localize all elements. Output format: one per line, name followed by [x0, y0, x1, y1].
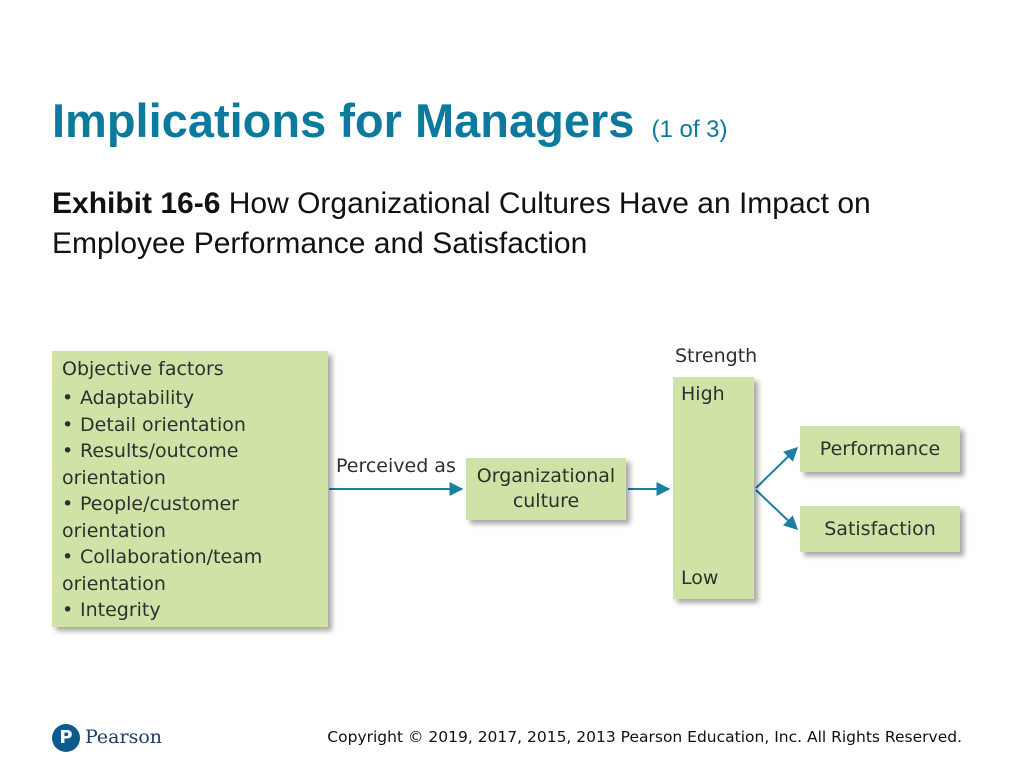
pearson-logo-icon: P	[52, 724, 80, 752]
objective-factors-heading: Objective factors	[62, 358, 224, 380]
performance-label: Performance	[819, 437, 941, 460]
objective-factors-list	[62, 385, 262, 624]
slide-title	[52, 92, 728, 159]
factor-item: • Detail orientation	[62, 413, 246, 436]
pearson-logo	[52, 724, 192, 754]
arrow-to-satisfaction	[756, 490, 797, 529]
factor-item: • Collaboration/team	[62, 546, 263, 568]
perceived-as-label: Perceived as	[336, 455, 456, 477]
slide-part-indicator: (1 of 3)	[651, 116, 728, 143]
organizational-culture-text: Organizational culture	[476, 465, 616, 512]
strength-scale-box	[673, 377, 754, 599]
arrow-to-performance	[756, 448, 797, 488]
copyright-notice: Copyright © 2019, 2017, 2015, 2013 Pearson Education, Inc. All Rights Reserved.	[327, 728, 962, 746]
performance-box	[800, 426, 960, 472]
exhibit-label: Exhibit 16-6	[52, 187, 221, 220]
satisfaction-box	[800, 506, 960, 552]
exhibit-heading	[52, 184, 972, 264]
factor-item: • People/customer	[62, 493, 239, 515]
factor-item-continuation: orientation	[62, 519, 166, 542]
factor-item-continuation: orientation	[62, 466, 166, 489]
slide-title-text: Implications for Managers	[52, 94, 635, 147]
factor-item-continuation: orientation	[62, 572, 166, 595]
factor-item: • Integrity	[62, 599, 161, 621]
pearson-logo-text: Pearson	[85, 726, 163, 748]
strength-label: Strength	[675, 345, 758, 367]
objective-factors-box	[52, 351, 328, 627]
factor-item: • Results/outcome	[62, 440, 239, 462]
exhibit-caption: How Organizational Cultures Have an Impact on Employee Performance and Satisfaction	[52, 187, 871, 260]
organizational-culture-box	[466, 458, 626, 520]
satisfaction-label: Satisfaction	[824, 517, 936, 540]
strength-low-label: Low	[681, 567, 719, 589]
strength-high-label: High	[681, 383, 725, 405]
factor-item: • Adaptability	[62, 387, 195, 409]
